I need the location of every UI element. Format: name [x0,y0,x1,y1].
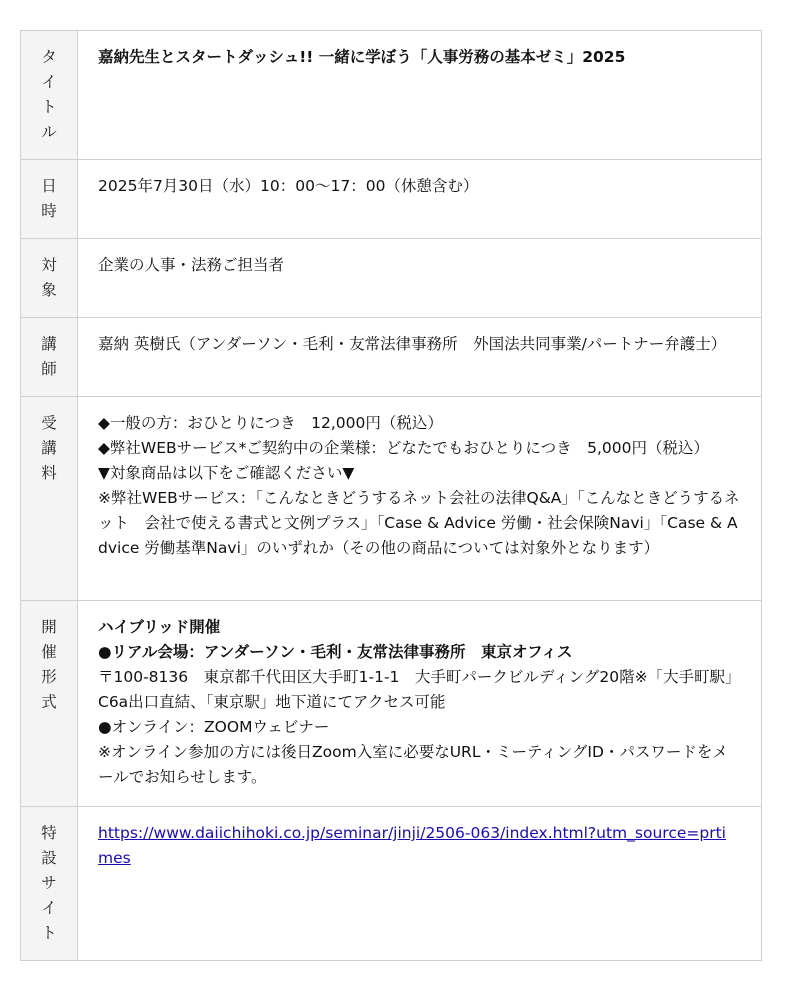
table-row-title [21,31,762,160]
format-address: 〒100-8136 東京都千代田区大手町1-1-1 大手町パークビルディング20階※「大手町駅」C6a出口直結、「東京駅」地下道にてアクセス可能 [98,668,741,711]
label-text: 開催形式 [41,618,57,711]
row-label-title [21,31,78,160]
seminar-format [78,601,762,807]
label-text: 日時 [41,177,57,220]
label-text: 受講料 [41,414,57,482]
label-text: タイトル [41,48,57,141]
format-online-note: ※オンライン参加の方には後日Zoom入室に必要なURL・ミーティングID・パスワードをメールでお知らせします。 [98,743,728,786]
fee-products-note: ※弊社WEBサービス：「こんなときどうするネット会社の法律Q&A」「こんなときどうするネット 会社で使える書式と文例プラス」「Case & Advice 労働・社会保険Navi」「Case & Advice 労働基準Navi」のいずれか（その他の商品については対象外となります） [98,489,740,557]
row-label-lecturer [21,318,78,397]
table-row-date [21,160,762,239]
fee-products-heading: ▼対象商品は以下をご確認ください▼ [98,464,355,482]
table-row-fee [21,397,762,601]
row-label-fee [21,397,78,601]
format-venue: ●リアル会場：アンダーソン・毛利・友常法律事務所 東京オフィス [98,643,573,661]
seminar-lecturer: 嘉納 英樹氏（アンダーソン・毛利・友常法律事務所 外国法共同事業/パートナー弁護士） [78,318,762,397]
row-label-format [21,601,78,807]
format-online: ●オンライン：ZOOMウェビナー [98,718,330,736]
row-label-date [21,160,78,239]
seminar-date: 2025年7月30日（水）10：00〜17：00（休憩含む） [78,160,762,239]
row-label-site [21,807,78,961]
format-heading: ハイブリッド開催 [98,618,221,636]
label-text: 講師 [41,335,57,378]
table-row-format [21,601,762,807]
seminar-title: 嘉納先生とスタートダッシュ!! 一緒に学ぼう「人事労務の基本ゼミ」2025 [78,31,762,160]
row-label-target [21,239,78,318]
seminar-fee [78,397,762,601]
label-text: 対象 [41,256,57,299]
table-row-target [21,239,762,318]
table-row-site [21,807,762,961]
table-row-lecturer [21,318,762,397]
label-text: 特設サイト [41,824,57,942]
site-link[interactable]: https://www.daiichihoki.co.jp/seminar/jinji/2506-063/index.html?utm_source=prtimes [98,824,726,867]
site-cell [78,807,762,961]
seminar-info-table [20,30,762,961]
seminar-target: 企業の人事・法務ご担当者 [78,239,762,318]
fee-general: ◆一般の方：おひとりにつき 12,000円（税込） [98,414,443,432]
fee-subscriber: ◆弊社WEBサービス*ご契約中の企業様：どなたでもおひとりにつき 5,000円（税込） [98,439,709,457]
